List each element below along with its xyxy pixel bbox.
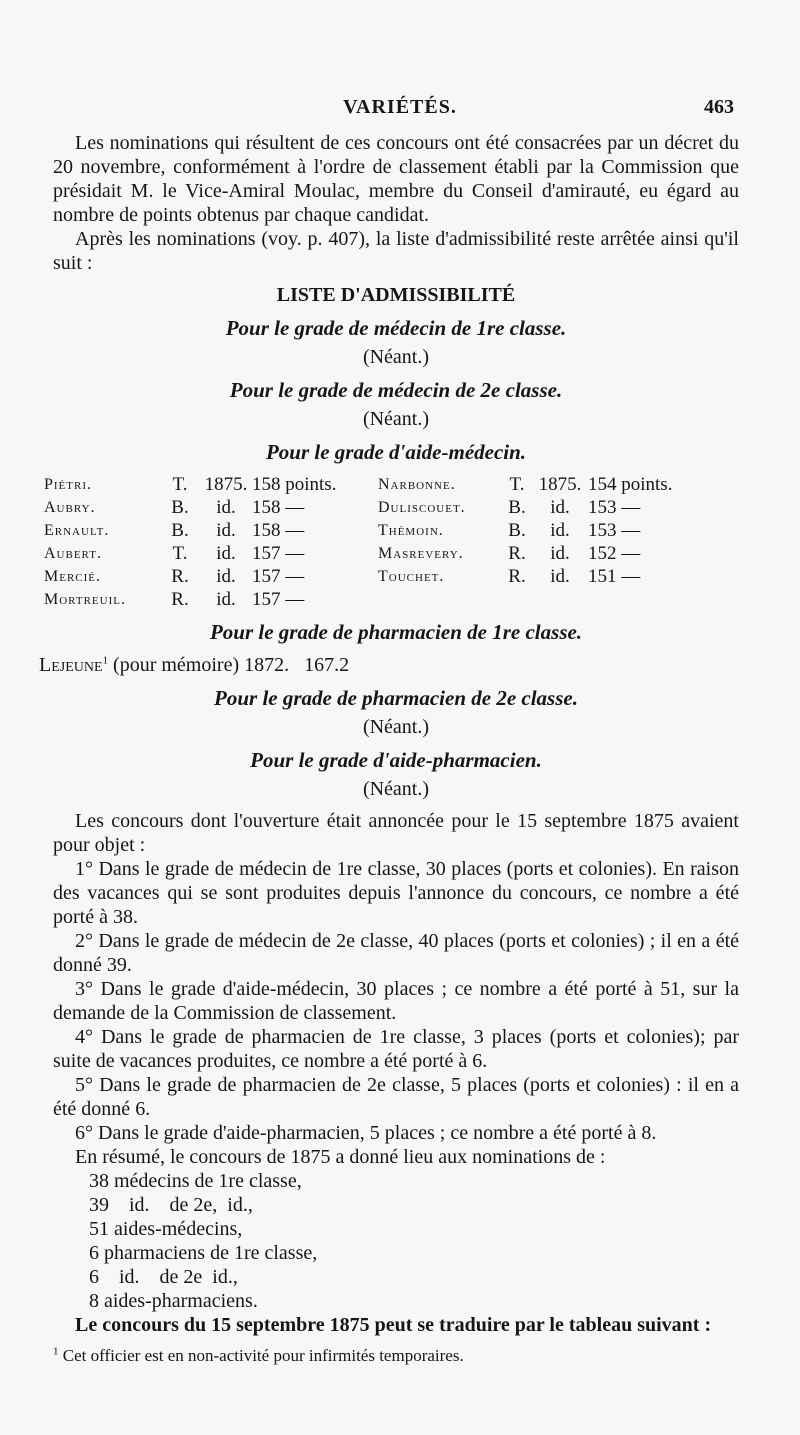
cell-left-port: B. bbox=[171, 520, 189, 541]
cell-right-points: 154 points. bbox=[588, 474, 673, 495]
cell-left-name: Piétri. bbox=[44, 476, 92, 493]
section-value-medecin-1re: (Néant.) bbox=[362, 346, 430, 368]
lejeune-name: Lejeune bbox=[39, 654, 103, 676]
cell-left-points: 158 points. bbox=[252, 474, 337, 495]
cell-right-name bbox=[370, 588, 502, 611]
closing-sentence: Le concours du 15 septembre 1875 peut se traduire par le tableau suivant : bbox=[75, 1314, 712, 1336]
summary-list bbox=[89, 1169, 739, 1313]
concours-item-5: 5° Dans le grade de pharmacien de 2e classe, 5 places (ports et colonies) : il en a été donné 6. bbox=[53, 1074, 739, 1120]
list-title: LISTE D'ADMISSIBILITÉ bbox=[276, 284, 516, 306]
concours-item-3: 3° Dans le grade d'aide-médecin, 30 places ; ce nombre a été porté à 51, sur la demande de la Commission de classement. bbox=[53, 978, 739, 1024]
cell-left-year: id. bbox=[216, 520, 236, 541]
concours-item-4: 4° Dans le grade de pharmacien de 1re classe, 3 places (ports et colonies); par suite de vacances produites, ce nombre a été porté à 6. bbox=[53, 1026, 739, 1072]
cell-left-port: B. bbox=[171, 497, 189, 518]
cell-left-port: R. bbox=[171, 589, 189, 610]
cell-right-port: B. bbox=[508, 520, 526, 541]
cell-right-port: R. bbox=[508, 566, 526, 587]
cell-right-port: R. bbox=[508, 543, 526, 564]
cell-left-year: id. bbox=[216, 566, 236, 587]
cell-right-points: 153 — bbox=[588, 497, 641, 518]
table-row bbox=[44, 496, 706, 519]
cell-left-points: 157 — bbox=[252, 566, 305, 587]
cell-left-name: Ernault. bbox=[44, 522, 110, 539]
summary-item: 38 médecins de 1re classe, bbox=[89, 1170, 302, 1192]
intro-paragraph-2: Après les nominations (voy. p. 407), la liste d'admissibilité reste arrêtée ainsi qu'il suit : bbox=[53, 228, 739, 274]
summary-item: 39 id. de 2e, id., bbox=[89, 1194, 253, 1216]
summary-item: 51 aides-médecins, bbox=[89, 1218, 243, 1240]
cell-right-port: T. bbox=[509, 474, 525, 495]
section-title-medecin-2e: Pour le grade de médecin de 2e classe. bbox=[229, 378, 563, 402]
cell-left-year: id. bbox=[216, 543, 236, 564]
cell-left-points: 157 — bbox=[252, 543, 305, 564]
cell-left-name: Aubert. bbox=[44, 545, 102, 562]
cell-left-name: Mercié. bbox=[44, 568, 102, 585]
summary-item: 6 pharmaciens de 1re classe, bbox=[89, 1242, 318, 1264]
summary-item: 6 id. de 2e id., bbox=[89, 1266, 238, 1288]
footnote-mark: 1 bbox=[53, 1345, 59, 1358]
concours-item-1: 1° Dans le grade de médecin de 1re classe, 30 places (ports et colonies). En raison des vacances qui se sont produites depuis l'annonce du concours, ce nombre a été porté à 38. bbox=[53, 858, 739, 928]
cell-left-port: R. bbox=[171, 566, 189, 587]
section-value-aide-pharmacien: (Néant.) bbox=[362, 778, 430, 800]
cell-right-year: id. bbox=[550, 543, 570, 564]
aide-medecin-table bbox=[44, 473, 706, 611]
cell-right-name: Masrevery. bbox=[378, 545, 464, 562]
cell-right-name: Touchet. bbox=[378, 568, 445, 585]
cell-left-year: id. bbox=[216, 589, 236, 610]
lejeune-text: (pour mémoire) 1872. 167.2 bbox=[113, 654, 350, 676]
footnote-text: Cet officier est en non-activité pour infirmités temporaires. bbox=[62, 1346, 464, 1365]
table-row bbox=[44, 588, 706, 611]
section-title-medecin-1re: Pour le grade de médecin de 1re classe. bbox=[225, 316, 567, 340]
section-title-aide-medecin: Pour le grade d'aide-médecin. bbox=[265, 440, 527, 464]
section-value-pharmacien-2e: (Néant.) bbox=[362, 716, 430, 738]
cell-left-year: 1875. bbox=[204, 474, 248, 495]
cell-right-name: Duliscouet. bbox=[378, 499, 466, 516]
page-body bbox=[39, 131, 739, 1367]
cell-left-name: Mortreuil. bbox=[44, 591, 126, 608]
cell-right-year: id. bbox=[550, 497, 570, 518]
cell-right-points: 152 — bbox=[588, 543, 641, 564]
concours-item-6: 6° Dans le grade d'aide-pharmacien, 5 places ; ce nombre a été porté à 8. bbox=[75, 1122, 657, 1144]
cell-right-port: B. bbox=[508, 497, 526, 518]
cell-left-points: 158 — bbox=[252, 497, 305, 518]
cell-left-points: 157 — bbox=[252, 589, 305, 610]
running-header: VARIÉTÉS. bbox=[343, 96, 457, 118]
cell-right-points bbox=[588, 588, 706, 611]
intro-paragraph-1: Les nominations qui résultent de ces concours ont été consacrées par un décret du 20 novembre, conformément à l'ordre de classement établi par la Commission que présidait M. le Vice-Amiral Moulac, membre du Conseil d'amirauté, eu égard au nombre de points obtenus par chaque candidat. bbox=[53, 132, 739, 226]
cell-left-port: T. bbox=[172, 474, 188, 495]
cell-right-port bbox=[502, 588, 532, 611]
concours-item-2: 2° Dans le grade de médecin de 2e classe, 40 places (ports et colonies) ; il en a été donné 39. bbox=[53, 930, 739, 976]
summary-intro: En résumé, le concours de 1875 a donné lieu aux nominations de : bbox=[75, 1146, 606, 1168]
cell-left-points: 158 — bbox=[252, 520, 305, 541]
cell-right-name: Narbonne. bbox=[378, 476, 456, 493]
cell-right-points: 153 — bbox=[588, 520, 641, 541]
lejeune-entry bbox=[39, 653, 739, 677]
table-row bbox=[44, 542, 706, 565]
section-title-aide-pharmacien: Pour le grade d'aide-pharmacien. bbox=[250, 748, 542, 772]
table-row bbox=[44, 519, 706, 542]
cell-right-year: id. bbox=[550, 520, 570, 541]
cell-right-year: 1875. bbox=[538, 474, 582, 495]
section-title-pharmacien-1re: Pour le grade de pharmacien de 1re classe. bbox=[209, 620, 583, 644]
cell-right-year bbox=[532, 588, 588, 611]
cell-right-points: 151 — bbox=[588, 566, 641, 587]
cell-left-name: Aubry. bbox=[44, 499, 96, 516]
cell-right-year: id. bbox=[550, 566, 570, 587]
table-row bbox=[44, 473, 706, 496]
table-row bbox=[44, 565, 706, 588]
footnote bbox=[53, 1345, 739, 1367]
cell-right-name: Thémoin. bbox=[378, 522, 444, 539]
section-title-pharmacien-2e: Pour le grade de pharmacien de 2e classe. bbox=[214, 686, 578, 710]
cell-left-year: id. bbox=[216, 497, 236, 518]
footnote-ref: 1 bbox=[102, 654, 109, 667]
summary-item: 8 aides-pharmaciens. bbox=[89, 1290, 258, 1312]
page-number: 463 bbox=[704, 96, 734, 118]
cell-left-port: T. bbox=[172, 543, 188, 564]
section-value-medecin-2e: (Néant.) bbox=[362, 408, 430, 430]
concours-paragraph: Les concours dont l'ouverture était annoncée pour le 15 septembre 1875 avaient pour objet : bbox=[53, 810, 739, 856]
